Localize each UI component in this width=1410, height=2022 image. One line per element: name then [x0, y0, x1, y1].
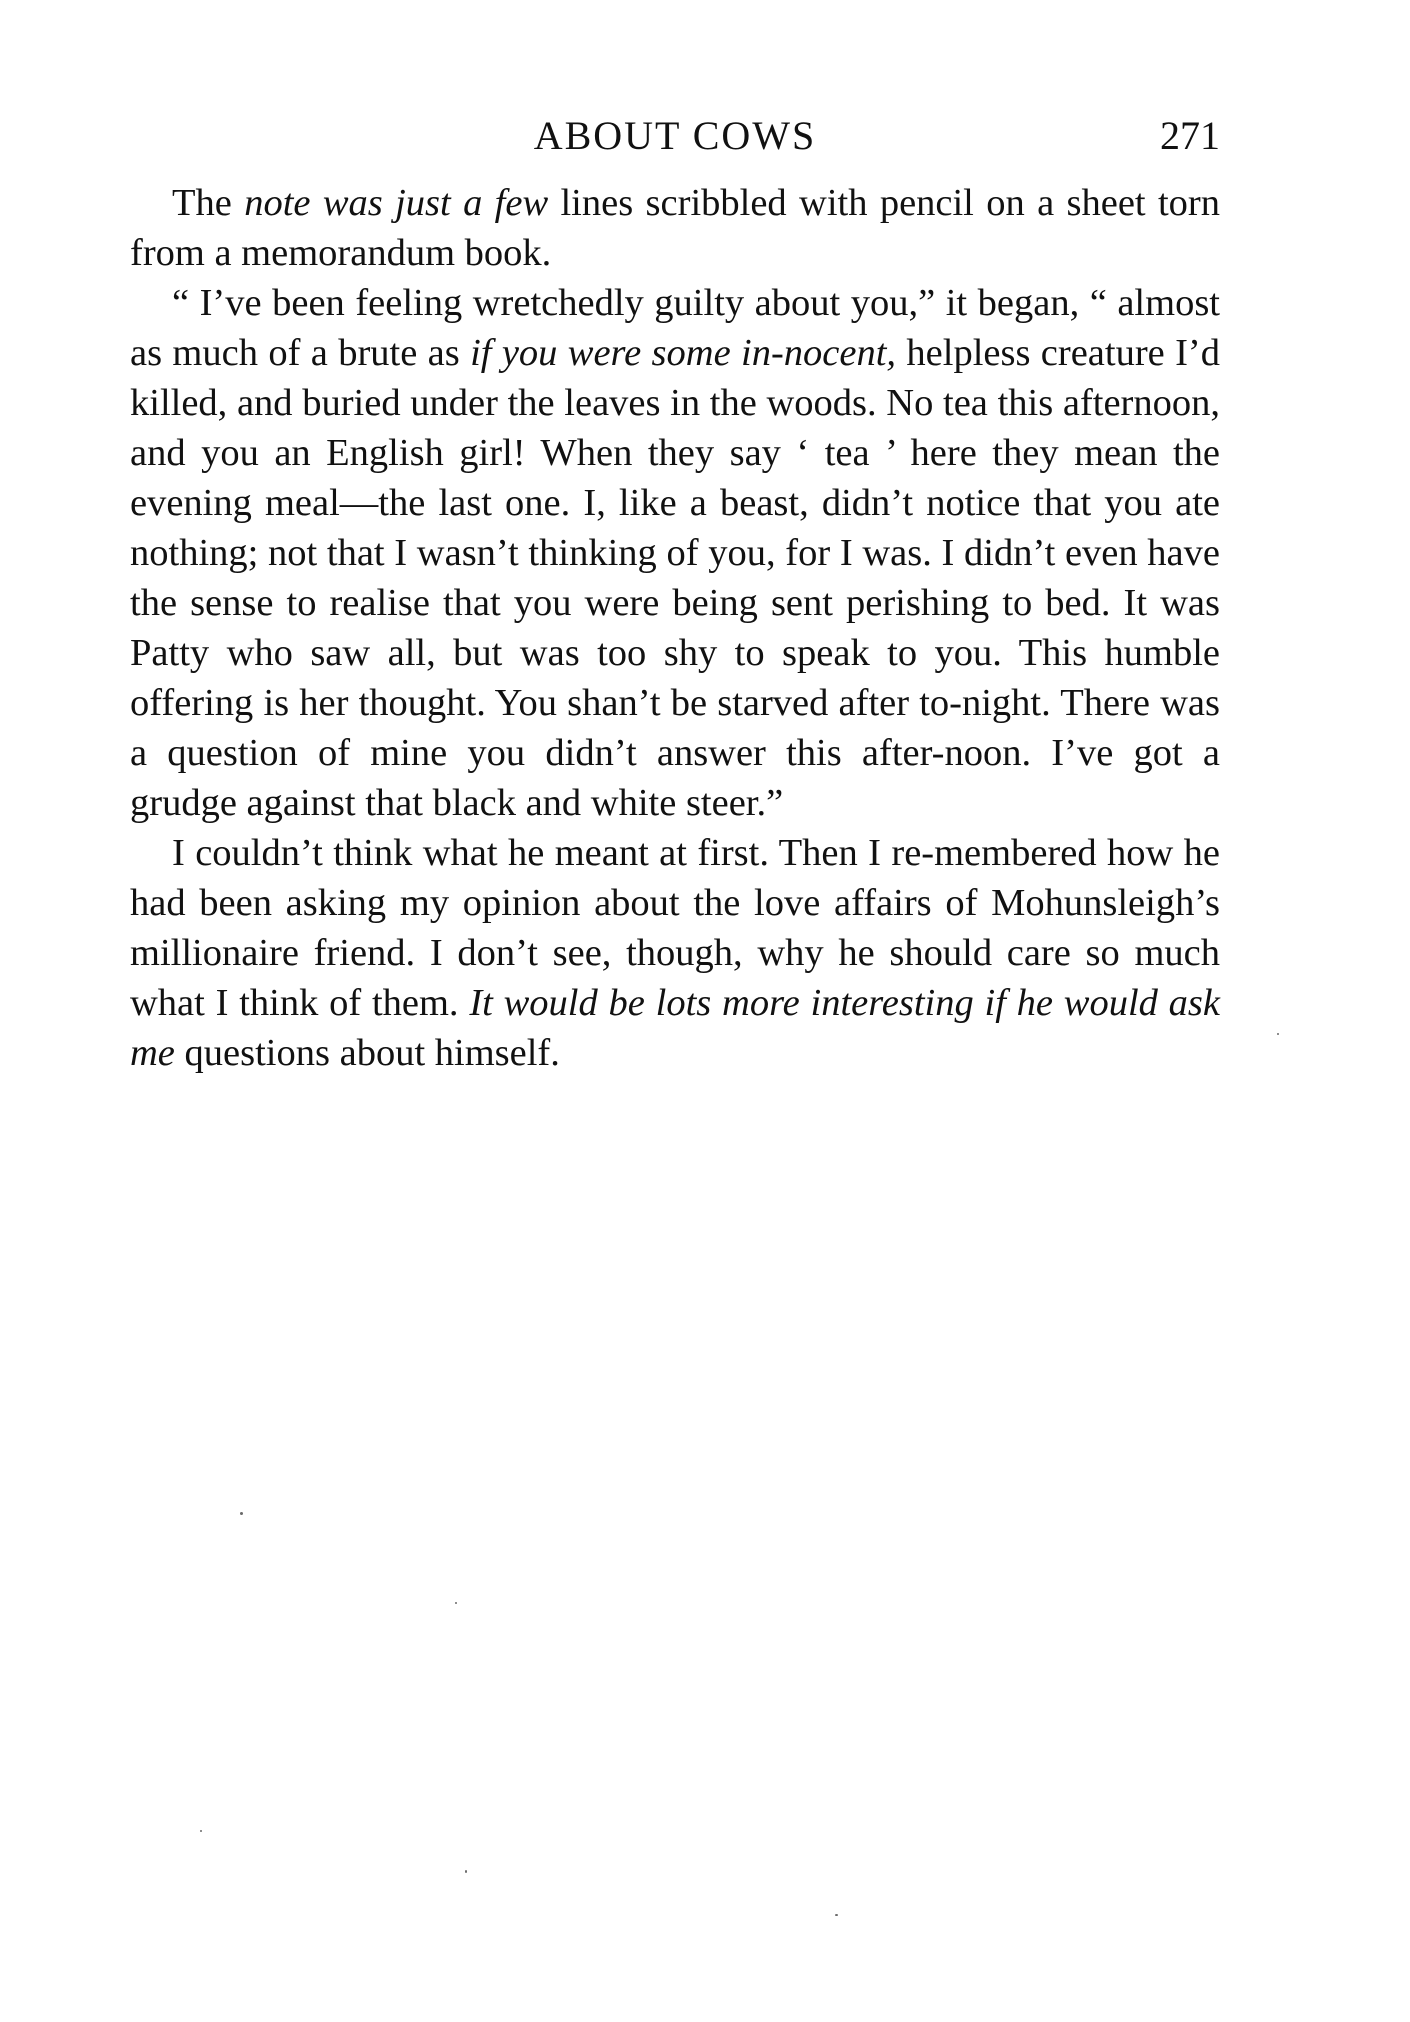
text-segment: helpless creature I’d killed, and buried under the leaves in the woods. No tea this afternoon, and you an English girl! When they say ‘ tea ’ here they mean the evening meal—the last one. I, like a beast, didn’t notice that you ate nothing; not that I wasn’t thinking of you, for I was. I didn’t even have the sense to realise that you were being sent perishing to bed. It was Patty who saw all, but was too shy to speak to you. This humble offering is her thought. You shan’t be starved after to-night. There was a question of mine you didn’t answer this after-noon. I’ve got a grudge against that black and white steer.”: [130, 332, 1221, 824]
italic-segment: if you were some in-nocent,: [470, 332, 897, 374]
page-number: 271: [1160, 113, 1220, 158]
paragraph-note-text: [130, 278, 1220, 828]
paper-speck: [240, 1512, 243, 1515]
text-segment: I couldn’t think what he meant at first. Then I re-membered how he had been asking my opinion about the love affairs of Mohunsleigh’s millionaire friend. I don’t see, though, why he should care so much what I think of them.: [130, 832, 1220, 1024]
body-text: [130, 178, 1220, 1078]
text-segment: The: [172, 182, 245, 224]
paper-speck: [835, 1914, 838, 1916]
paper-speck: [455, 1602, 457, 1604]
running-head: [130, 106, 1220, 166]
paragraph-note-intro: [130, 178, 1220, 278]
paper-speck: [465, 1870, 467, 1873]
paragraph-reflection: [130, 828, 1220, 1078]
italic-segment: note was just a few: [244, 182, 549, 224]
text-segment: lines scribbled with pencil on a sheet torn from a memorandum book.: [130, 182, 1220, 274]
paper-speck: [1277, 1033, 1279, 1035]
text-segment: questions about himself.: [174, 1032, 560, 1074]
paper-speck: [200, 1830, 202, 1832]
running-title: ABOUT COWS: [533, 113, 817, 158]
text-segment: “ I’ve been feeling wretchedly guilty about you,” it began, “ almost as much of a brute as: [130, 282, 1220, 374]
italic-segment: It would be lots more interesting if he would ask me: [130, 982, 1221, 1074]
